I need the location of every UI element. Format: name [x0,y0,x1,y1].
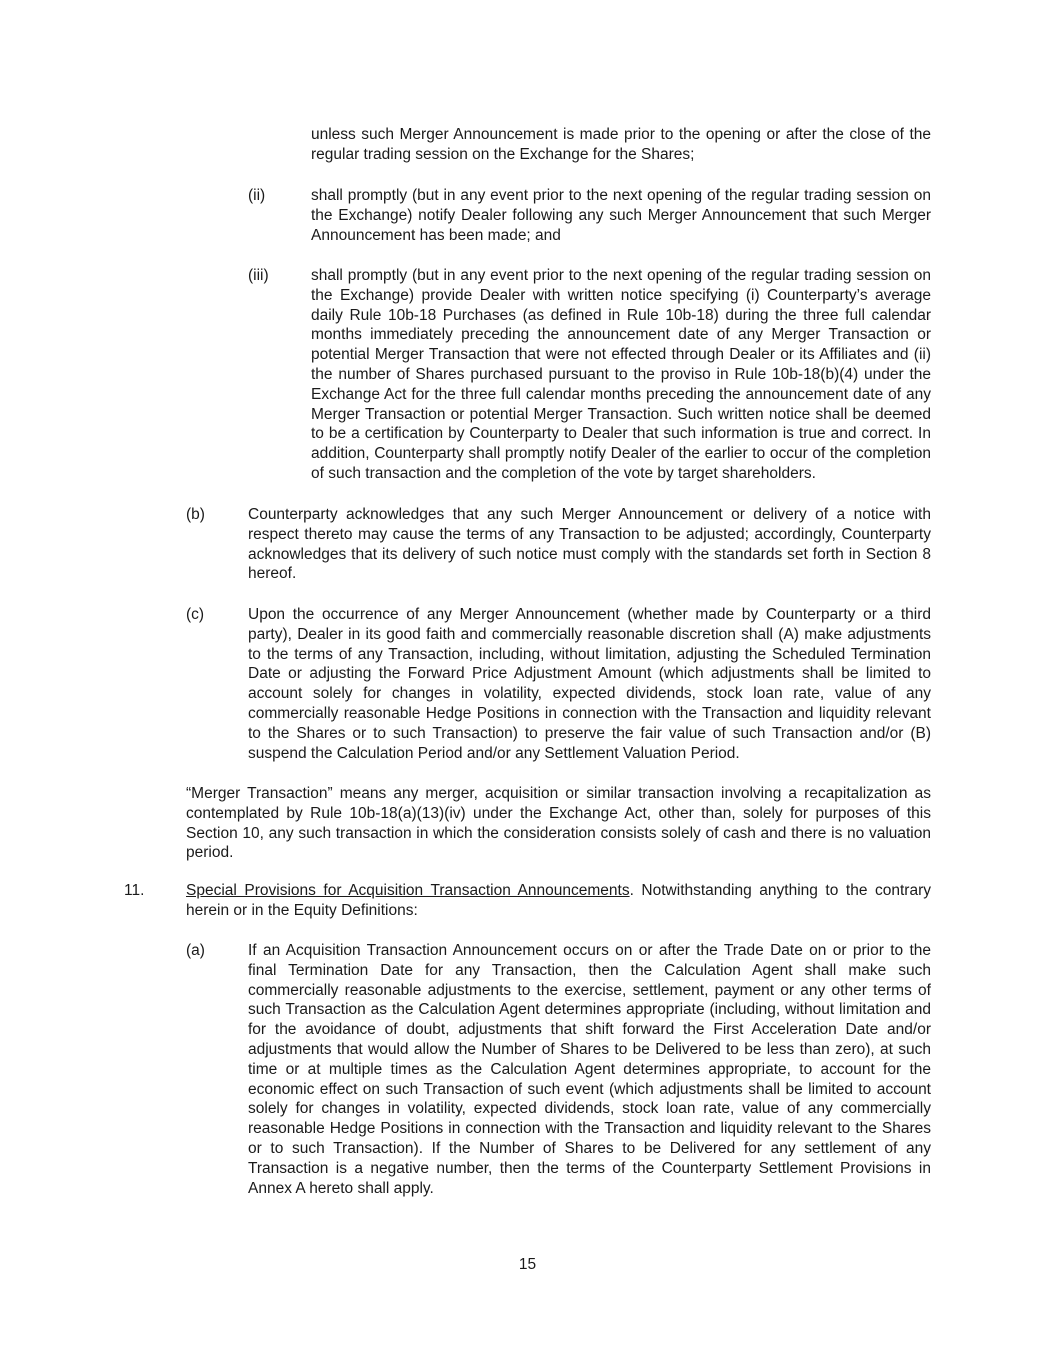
subsection-c-label: (c) [186,606,205,623]
continuation-paragraph: unless such Merger Announcement is made prior to the opening or after the close of the regular trading session on the Exchange for the Shares; [311,126,931,163]
section-11-heading: Special Provisions for Acquisition Transaction Announcements [186,882,630,899]
item-iii-text: shall promptly (but in any event prior to the next opening of the regular trading session on the Exchange) provide Dealer with written notice specifying (i) Counterparty’s average daily Rule 10b-18 Purchases (as defined in Rule 10b-18) during the three full calendar months immediately preceding the announcement date of any Merger Transaction or potential Merger Transaction that were not effected through Dealer or its Affiliates and (ii) the number of Shares purchased pursuant to the proviso in Rule 10b-18(b)(4) under the Exchange Act for the three full calendar months preceding the announcement date of any Merger Transaction or potential Merger Transaction. Such written notice shall be deemed to be a certification by Counterparty to Dealer that such information is true and correct. In addition, Counterparty shall promptly notify Dealer of the earlier to occur of the completion of such transaction and the completion of the vote by target shareholders. [311,267,931,482]
merger-transaction-definition: “Merger Transaction” means any merger, acquisition or similar transaction involving a recapitalization as contemplated by Rule 10b-18(a)(13)(iv) under the Exchange Act, other than, solely for purposes of this Section 10, any such transaction in which the consideration consists solely of cash and there is no valuation period. [186,785,931,862]
item-iii-label: (iii) [248,267,269,284]
section-11-item-a-label: (a) [186,942,205,959]
item-ii-label: (ii) [248,187,266,204]
subsection-b-text: Counterparty acknowledges that any such Merger Announcement or delivery of a notice with respect thereto may cause the terms of any Transaction to be adjusted; accordingly, Counterparty acknowledges that its delivery of such notice must comply with the standards set forth in Section 8 hereof. [248,506,931,583]
section-11-paragraph [186,881,931,921]
subsection-b-label: (b) [186,506,205,523]
section-11-number: 11. [124,882,145,899]
section-11-intro: . Notwithstanding anything to the contrary herein or in the Equity Definitions: [186,882,931,919]
section-11-item-a-text: If an Acquisition Transaction Announcement occurs on or after the Trade Date on or prior to the final Termination Date for any Transaction, then the Calculation Agent shall make such commercially reasonable adjustments to the exercise, settlement, payment or any other terms of such Transaction as the Calculation Agent determines appropriate (including, without limitation and for the avoidance of doubt, adjustments that shift forward the First Acceleration Date and/or adjustments that would allow the Number of Shares to be Delivered to be less than zero), at such time or at multiple times as the Calculation Agent determines appropriate, to account for the economic effect on such Transaction of such event (which adjustments shall be limited to account solely for changes in volatility, expected dividends, stock loan rate, value of any commercially reasonable Hedge Positions in connection with the Transaction and liquidity relevant to the Shares or to such Transaction). If the Number of Shares to be Delivered for any settlement of any Transaction is a negative number, then the terms of the Counterparty Settlement Provisions in Annex A hereto shall apply. [248,942,931,1197]
item-ii-text: shall promptly (but in any event prior to the next opening of the regular trading session on the Exchange) notify Dealer following any such Merger Announcement that such Merger Announcement has been made; and [311,187,931,244]
page-number: 15 [518,1256,537,1273]
subsection-c-text: Upon the occurrence of any Merger Announcement (whether made by Counterparty or a third party), Dealer in its good faith and commercially reasonable discretion shall (A) make adjustments to the terms of any Transaction, including, without limitation, adjusting the Scheduled Termination Date or adjusting the Forward Price Adjustment Amount (which adjustments shall be limited to account solely for changes in volatility, expected dividends, stock loan rate, value of any commercially reasonable Hedge Positions in connection with the Transaction and liquidity relevant to the Shares or to such Transaction) to preserve the fair value of such Transaction and/or (B) suspend the Calculation Period and/or any Settlement Valuation Period. [248,606,931,762]
